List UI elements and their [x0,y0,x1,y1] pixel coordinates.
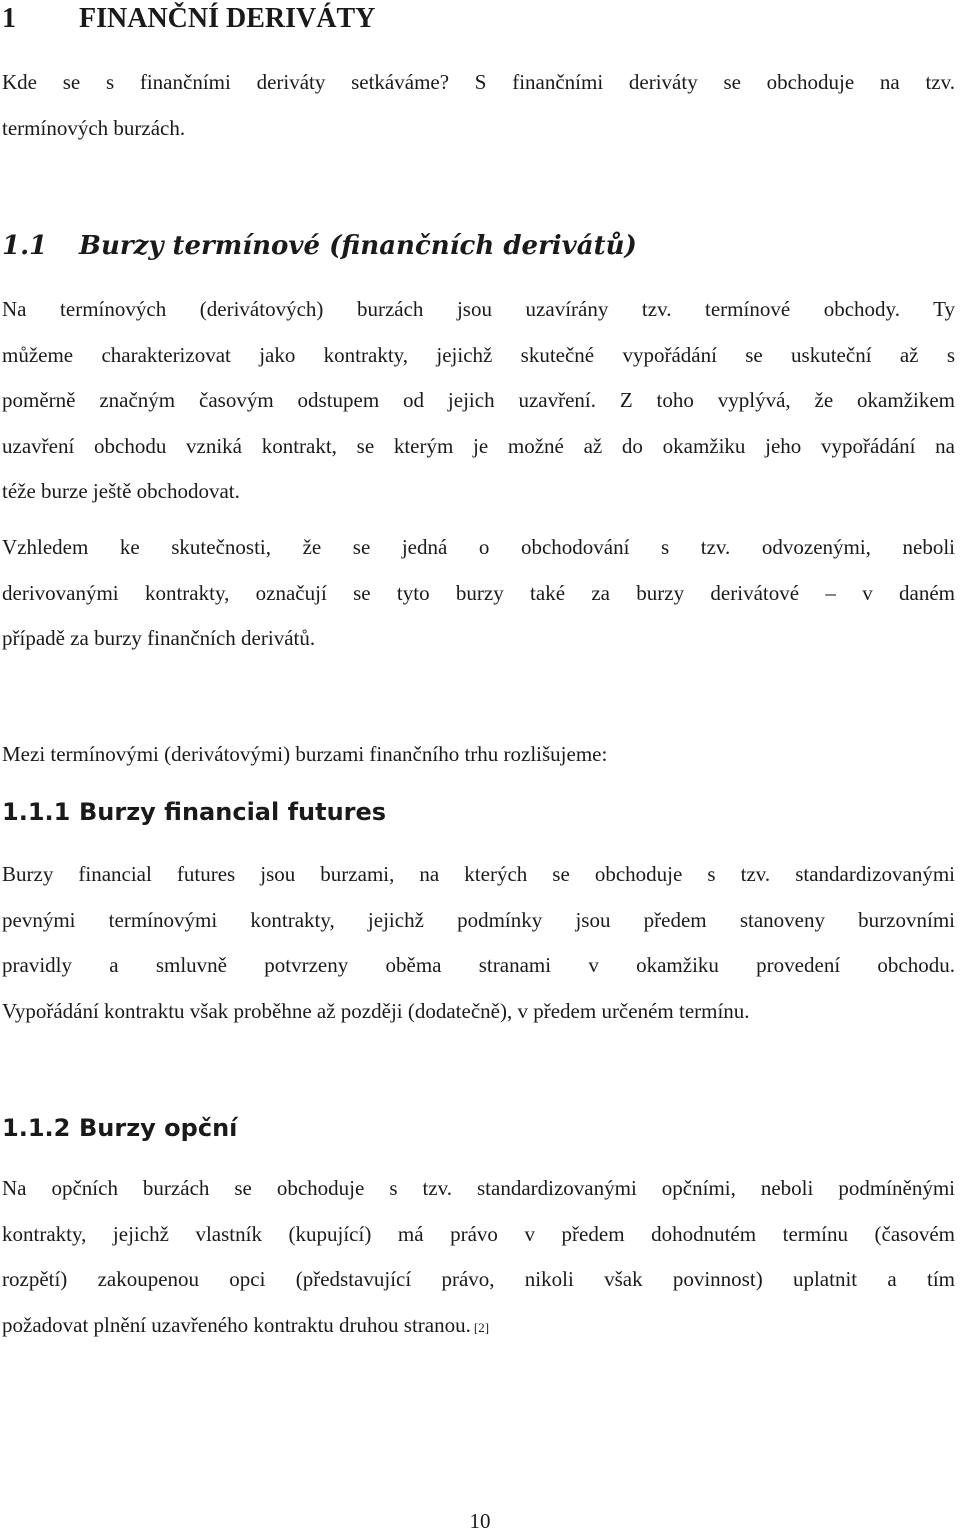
paragraph-line-with-reference [2,1303,955,1351]
section-heading-1-1-2 [2,1110,237,1146]
paragraph-line: derivovanými kontrakty, označují se tyto burzy také za burzy derivátové – v daném [2,580,955,605]
section-number: 1.1.1 [2,798,71,826]
section-title: Burzy opční [79,1114,238,1142]
section-title: Burzy financial futures [79,798,387,826]
section-heading-1-1 [2,226,637,266]
section-1-1-paragraph-2 [2,525,955,662]
paragraph-line: Vypořádání kontraktu však proběhne až později (dodatečně), v předem určeném termínu. [2,998,750,1023]
section-1-1-paragraph-1 [2,287,955,515]
paragraph-line: Na opčních burzách se obchoduje s tzv. standardizovanými opčními, neboli podmíněnými [2,1176,955,1200]
paragraph-line: případě za burzy finančních derivátů. [2,626,316,650]
paragraph-line: pravidly a smluvně potvrzeny oběma stranami v okamžiku provedení obchodu. [2,953,955,977]
section-number: 1.1.2 [2,1114,71,1142]
paragraph-line: pevnými termínovými kontrakty, jejichž podmínky jsou předem stanoveny burzovními [2,907,955,932]
citation-reference: [2] [473,1319,490,1335]
paragraph-line: termínových burzách. [2,115,186,140]
section-1-1-1-paragraph [2,852,955,1034]
section-heading-1-1-1 [2,794,386,830]
paragraph-line-text: požadovat plnění uzavřeného kontraktu druhou stranou. [2,1312,471,1337]
paragraph-line: téže burze ještě obchodovat. [2,479,240,503]
paragraph-line: Kde se s finančními deriváty setkáváme? S finančními deriváty se obchoduje na tzv. [2,70,955,94]
paragraph-line: Burzy financial futures jsou burzami, na kterých se obchoduje s tzv. standardizovanými [2,862,955,886]
section-1-1-2-paragraph [2,1166,955,1350]
intro-paragraph [2,60,955,151]
section-1-1-paragraph-3: Mezi termínovými (derivátovými) burzami finančního trhu rozlišujeme: [2,742,608,766]
paragraph-line: kontrakty, jejichž vlastník (kupující) má právo v předem dohodnutém termínu (časovém [2,1221,955,1246]
paragraph-line: Vzhledem ke skutečnosti, že se jedná o obchodování s tzv. odvozenými, neboli [2,535,955,559]
paragraph-line: rozpětí) zakoupenou opci (představující právo, nikoli však povinnost) uplatnit a tím [2,1267,955,1291]
chapter-title: FINANČNÍ DERIVÁTY [79,3,376,34]
section-title: Burzy termínové (finančních derivátů) [79,231,637,261]
paragraph-line: můžeme charakterizovat jako kontrakty, jejichž skutečné vypořádání se uskuteční až s [2,342,955,367]
paragraph-line: poměrně značným časovým odstupem od jejich uzavření. Z toho vyplývá, že okamžikem [2,388,955,412]
section-number: 1.1 [2,231,48,261]
paragraph-line: Na termínových (derivátových) burzách jsou uzavírány tzv. termínové obchody. Ty [2,297,955,321]
page-number: 10 [469,1509,491,1533]
chapter-heading [2,2,375,36]
chapter-number: 1 [2,3,16,34]
paragraph-line: uzavření obchodu vzniká kontrakt, se kterým je možné až do okamžiku jeho vypořádání na [2,433,955,458]
